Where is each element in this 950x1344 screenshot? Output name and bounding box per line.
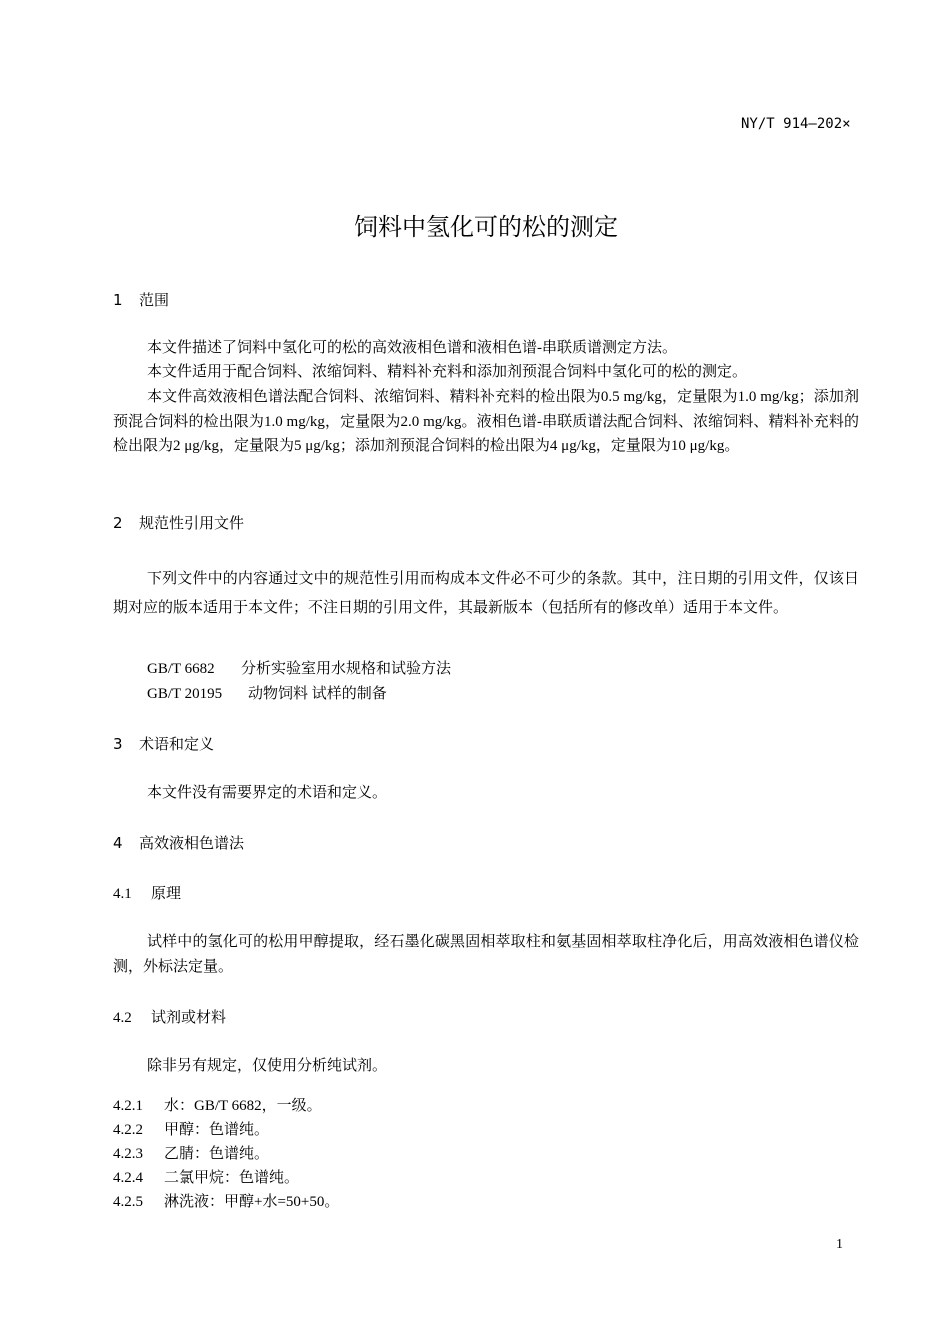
paragraph: 本文件适用于配合饲料、浓缩饲料、精料补充料和添加剂预混合饲料中氢化可的松的测定。 <box>147 364 748 380</box>
section-title: 高效液相色谱法 <box>139 834 245 852</box>
item-text: 水：GB/T 6682，一级。 <box>164 1098 322 1114</box>
section-number: 4 <box>113 834 123 852</box>
reference-title: 分析实验室用水规格和试验方法 <box>241 661 452 677</box>
item-number: 4.2.3 <box>113 1146 143 1162</box>
reference-item <box>147 657 451 678</box>
reference-item <box>147 682 387 703</box>
item-text: 淋洗液：甲醇+水=50+50。 <box>164 1194 340 1210</box>
reference-code: GB/T 6682 <box>147 661 215 677</box>
section-number: 4.2 <box>113 1010 132 1026</box>
item-text: 乙腈：色谱纯。 <box>164 1146 270 1162</box>
list-item <box>113 1190 339 1211</box>
list-item <box>113 1166 299 1187</box>
section-title: 范围 <box>139 291 170 309</box>
section-4-2-heading <box>113 1006 226 1027</box>
section-title: 术语和定义 <box>139 735 215 753</box>
section-4-heading <box>113 832 244 853</box>
section-4-1-heading <box>113 882 181 903</box>
section-title: 规范性引用文件 <box>139 514 245 532</box>
section-number: 2 <box>113 514 123 532</box>
item-number: 4.2.5 <box>113 1194 143 1210</box>
paragraph: 下列文件中的内容通过文中的规范性引用而构成本文件必不可少的条款。其中，注日期的引用文件，仅该日期对应的版本适用于本文件；不注日期的引用文件，其最新版本（包括所有的修改单）适用于本文件。 <box>113 571 859 616</box>
item-number: 4.2.2 <box>113 1122 143 1138</box>
section-1-heading <box>113 289 169 310</box>
section-3-heading <box>113 733 214 754</box>
paragraph: 本文件没有需要界定的术语和定义。 <box>147 785 388 801</box>
section-2-heading <box>113 512 244 533</box>
item-text: 二氯甲烷：色谱纯。 <box>164 1170 300 1186</box>
document-title: 饲料中氢化可的松的测定 <box>354 213 618 241</box>
section-number: 4.1 <box>113 886 132 902</box>
section-number: 3 <box>113 735 123 753</box>
list-item <box>113 1118 269 1139</box>
page-number: 1 <box>836 1237 843 1252</box>
paragraph: 本文件高效液相色谱法配合饲料、浓缩饲料、精料补充料的检出限为0.5 mg/kg，定量限为1.0 mg/kg；添加剂预混合饲料的检出限为1.0 mg/kg，定量限为2.0 mg/kg。液相色谱-串联质谱法配合饲料、浓缩饲料、精料补充料的检出限为2 μg/kg，定量限为5 μg/kg；添加剂预混合饲料的检出限为4 μg/kg，定量限为10 μg/kg。 <box>113 389 859 454</box>
item-number: 4.2.4 <box>113 1170 143 1186</box>
paragraph: 本文件描述了饲料中氢化可的松的高效液相色谱和液相色谱-串联质谱测定方法。 <box>147 340 677 356</box>
list-item <box>113 1094 322 1115</box>
item-text: 甲醇：色谱纯。 <box>164 1122 270 1138</box>
paragraph: 试样中的氢化可的松用甲醇提取，经石墨化碳黑固相萃取柱和氨基固相萃取柱净化后，用高效液相色谱仪检测，外标法定量。 <box>113 934 859 975</box>
section-title: 原理 <box>151 884 182 902</box>
section-number: 1 <box>113 291 123 309</box>
standard-code: NY/T 914—202× <box>741 116 851 132</box>
list-item <box>113 1142 269 1163</box>
reference-title: 动物饲料 试样的制备 <box>248 686 387 702</box>
section-title: 试剂或材料 <box>151 1008 227 1026</box>
item-number: 4.2.1 <box>113 1098 143 1114</box>
reference-code: GB/T 20195 <box>147 686 223 702</box>
paragraph: 除非另有规定，仅使用分析纯试剂。 <box>147 1058 388 1074</box>
